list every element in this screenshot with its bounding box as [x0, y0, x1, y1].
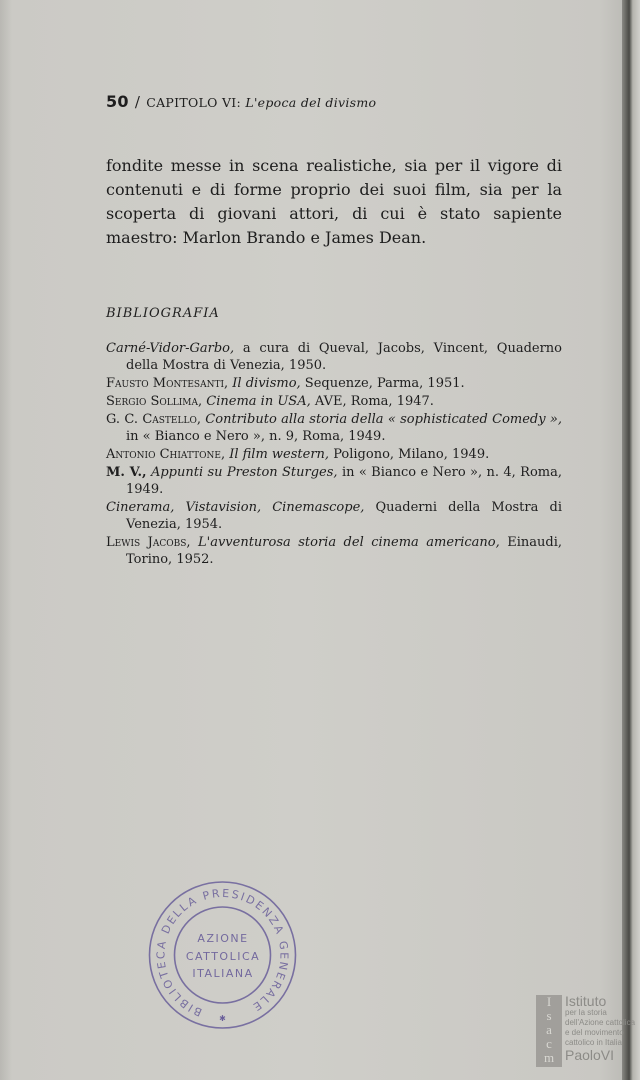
- running-header: [106, 92, 376, 111]
- bibliography-list: [106, 340, 562, 569]
- bibliography-heading: BIBLIOGRAFIA: [106, 306, 220, 321]
- bibliography-entry: M. V., Appunti su Preston Sturges, in « Bianco e Nero », n. 4, Roma, 1949.: [106, 465, 562, 497]
- bibliography-entry: Sergio Sollima, Cinema in USA, AVE, Roma, 1947.: [106, 394, 434, 409]
- page-number: 50: [106, 92, 129, 111]
- isacem-logo: [536, 995, 636, 1070]
- chapter-title: L'epoca del divismo: [245, 95, 377, 110]
- chapter-label: CAPITOLO VI:: [146, 95, 242, 110]
- bibliography-entry: Lewis Jacobs, L'avventurosa storia del cinema americano, Einaudi, Torino, 1952.: [106, 535, 562, 567]
- logo-mark: I s a c m: [536, 995, 562, 1067]
- stamp-star-icon: ✱: [219, 1014, 226, 1023]
- library-stamp: [145, 880, 300, 1030]
- bibliography-entry: Carné-Vidor-Garbo, a cura di Queval, Jacobs, Vincent, Quaderno della Mostra di Venezia, 1950.: [106, 341, 562, 373]
- bibliography-entry: G. C. Castello, Contributo alla storia della « sophisticated Comedy », in « Bianco e Nero », n. 9, Roma, 1949.: [106, 412, 562, 444]
- book-spine-edge: [622, 0, 640, 1080]
- stamp-line: AZIONE: [197, 932, 249, 945]
- bibliography-entry: Cinerama, Vistavision, Cinemascope, Quaderni della Mostra di Venezia, 1954.: [106, 500, 562, 532]
- stamp-line: CATTOLICA: [185, 950, 261, 963]
- bibliography-entry: Antonio Chiattone, Il film western, Poligono, Milano, 1949.: [106, 447, 490, 462]
- header-separator: /: [134, 93, 141, 111]
- body-paragraph: fondite messe in scena realistiche, sia per il vigore di contenuti e di forme proprio dei suoi film, sia per la scoperta di giovani attori, di cui è stato sapiente maestro: Marlon Brando e James Dean.: [106, 156, 562, 247]
- bibliography-entry: Fausto Montesanti, Il divismo, Sequenze, Parma, 1951.: [106, 376, 465, 391]
- stamp-line: ITALIANA: [192, 967, 254, 980]
- logo-text: Istituto per la storia dell'Azione cattolica e del movimento cattolico in Italia PaoloVI: [565, 993, 636, 1063]
- stamp-ring-text: BIBLIOTECA DELLA PRESIDENZA GENERALE: [154, 886, 291, 1019]
